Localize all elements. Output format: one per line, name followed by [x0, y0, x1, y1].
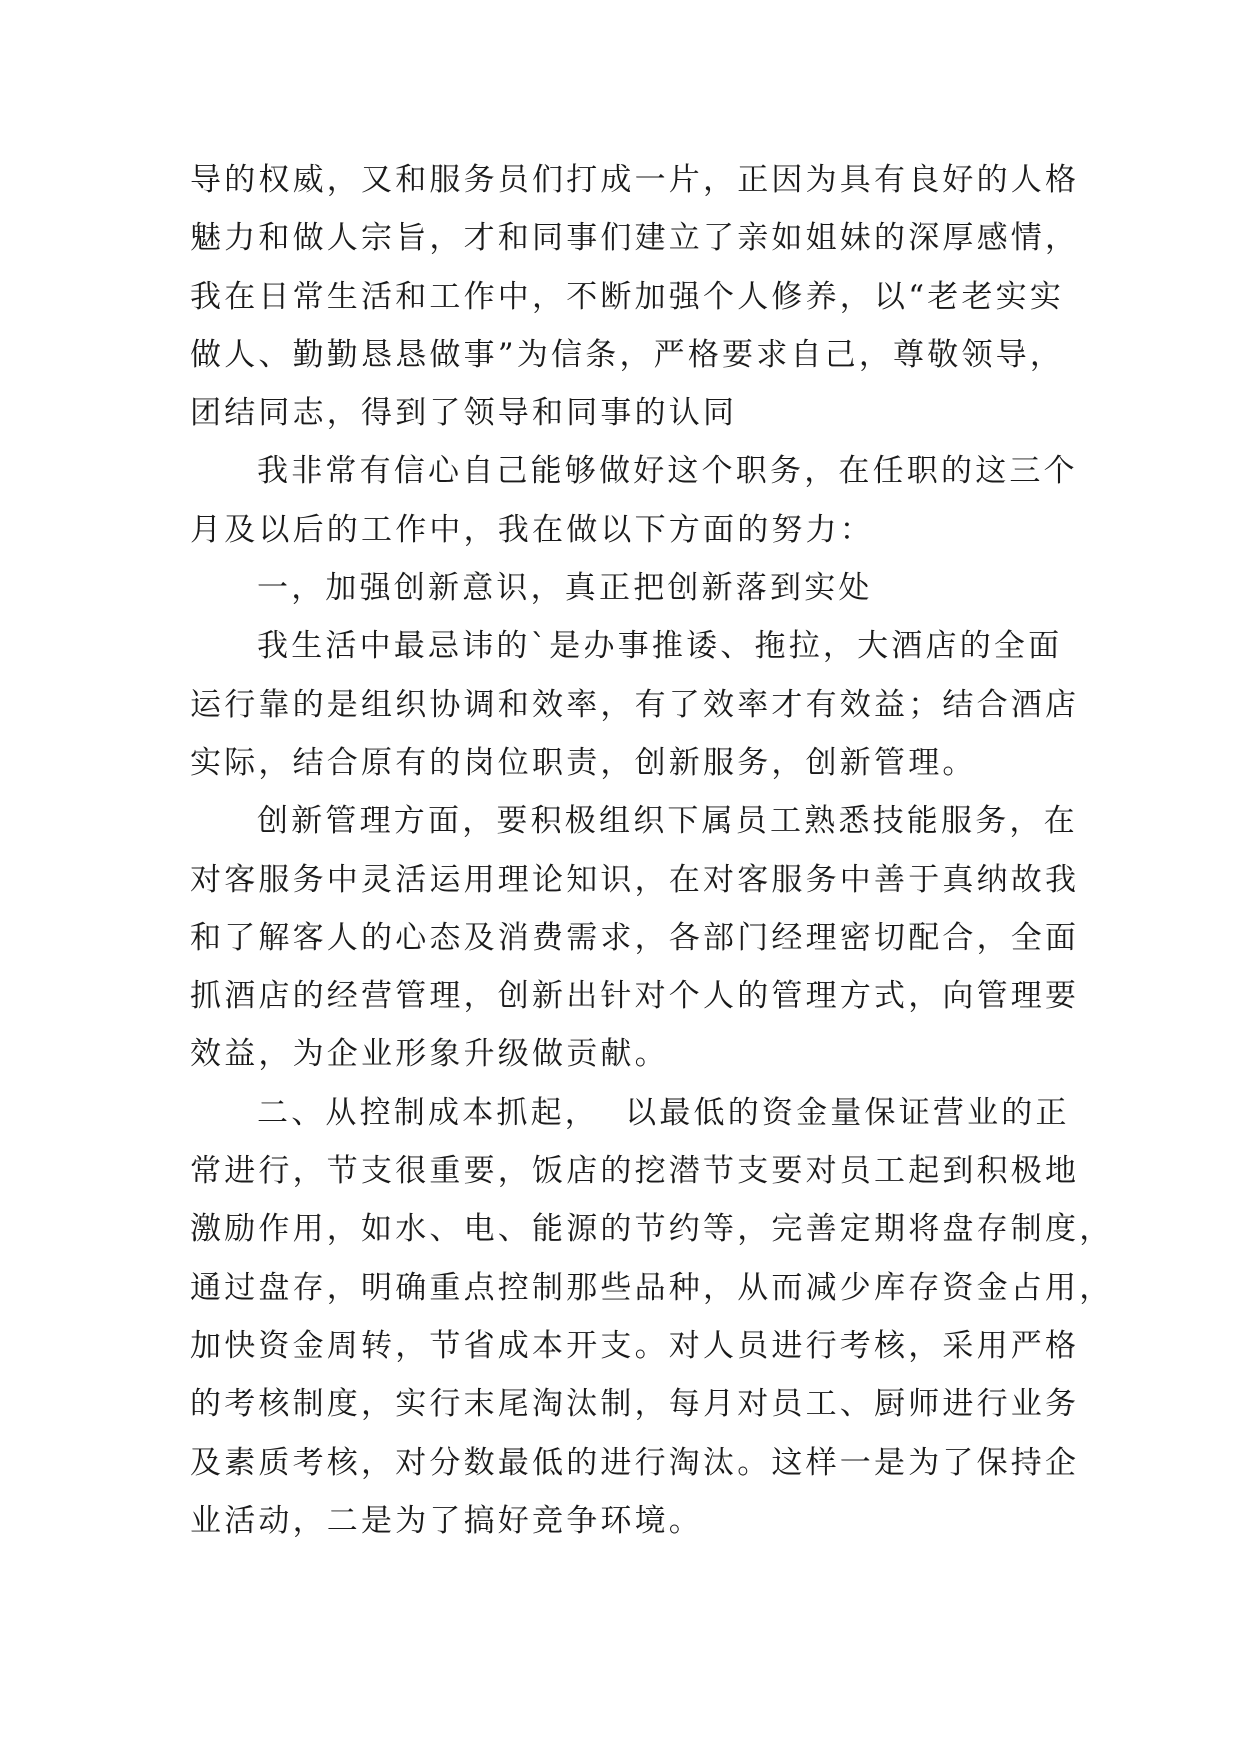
document-body — [190, 151, 1114, 1550]
text-line: 加快资金周转，节省成本开支。对人员进行考核，采用严格 — [190, 1327, 1080, 1364]
text-line: 对客服务中灵活运用理论知识，在对客服务中善于真纳故我 — [190, 861, 1080, 898]
text-line: 魅力和做人宗旨，才和同事们建立了亲如姐妹的深厚感情， — [190, 220, 1080, 257]
text-line: 月及以后的工作中，我在做以下方面的努力： — [190, 511, 874, 548]
text-line: 效益，为企业形象升级做贡献。 — [190, 1036, 669, 1073]
paragraph-start-line: 我生活中最忌讳的`是办事推诿、拖拉，大酒店的全面 — [257, 628, 1063, 665]
section-heading: 一，加强创新意识，真正把创新落到实处 — [257, 570, 873, 607]
text-line: 常进行，节支很重要，饭店的挖潜节支要对员工起到积极地 — [190, 1153, 1080, 1190]
paragraph-start-line: 创新管理方面，要积极组织下属员工熟悉技能服务，在 — [257, 803, 1078, 840]
text-line: 业活动，二是为了搞好竞争环境。 — [190, 1502, 703, 1539]
text-line: 运行靠的是组织协调和效率，有了效率才有效益；结合酒店 — [190, 686, 1080, 723]
text-line: 导的权威，又和服务员们打成一片，正因为具有良好的人格 — [190, 162, 1080, 198]
section-heading: 二、从控制成本抓起， 以最低的资金量保证营业的正 — [257, 1094, 1070, 1131]
text-line: 的考核制度，实行末尾淘汰制，每月对员工、厨师进行业务 — [190, 1386, 1080, 1423]
text-line: 我在日常生活和工作中，不断加强个人修养，以“老老实实 — [190, 278, 1065, 315]
text-line: 团结同志，得到了领导和同事的认同 — [190, 395, 738, 432]
text-line: 及素质考核，对分数最低的进行淘汰。这样一是为了保持企 — [190, 1444, 1080, 1481]
text-line: 抓酒店的经营管理，创新出针对个人的管理方式，向管理要 — [190, 978, 1080, 1015]
text-line: 通过盘存，明确重点控制那些品种，从而减少库存资金占用， — [190, 1269, 1114, 1306]
text-line: 激励作用，如水、电、能源的节约等，完善定期将盘存制度， — [190, 1211, 1114, 1248]
text-line: 实际，结合原有的岗位职责，创新服务，创新管理。 — [190, 744, 977, 781]
text-line: 做人、勤勤恳恳做事”为信条，严格要求自己，尊敬领导， — [190, 336, 1065, 373]
text-line: 和了解客人的心态及消费需求，各部门经理密切配合，全面 — [190, 919, 1080, 956]
paragraph-start-line: 我非常有信心自己能够做好这个职务，在任职的这三个 — [257, 453, 1078, 490]
